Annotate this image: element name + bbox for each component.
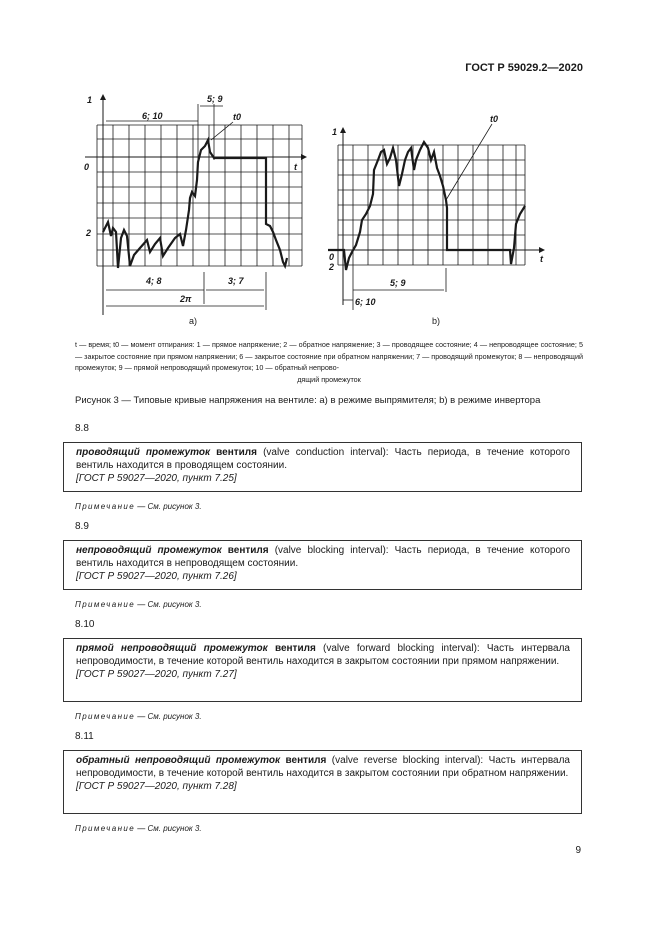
term-suffix: вентиля [267, 643, 316, 654]
note [75, 824, 202, 833]
b-axis-1-label: 1 [332, 127, 338, 137]
note [75, 712, 202, 721]
diagram-b-dimensions [343, 124, 492, 310]
legend-text-last: дящий промежуток [297, 374, 361, 384]
a-dim-3-7: 3; 7 [228, 276, 244, 286]
term-suffix: вентиля [280, 755, 327, 766]
term-definition: (valve forward blocking interval): Часть интервала непроводимости, в течение которой вентиль находится в закрытом состоянии при прямом напряжении. [76, 643, 570, 667]
term-reference: [ГОСТ Р 59027—2020, пункт 7.28] [76, 781, 237, 792]
a-axis-2-label: 2 [86, 228, 92, 238]
figure-3 [0, 0, 661, 340]
a-axis-0-label: 0 [84, 162, 90, 172]
diagram-a-waveform [103, 140, 287, 268]
note [75, 600, 202, 609]
term: обратный непроводящий промежуток [76, 755, 281, 766]
note-label: Примечание [75, 712, 136, 721]
b-axis-0-label: 0 [329, 252, 335, 262]
note-text: — См. рисунок 3. [135, 600, 202, 609]
b-dim-5-9: 5; 9 [390, 278, 406, 288]
a-dim-5-9: 5; 9 [207, 94, 223, 104]
section-number: 8.8 [75, 423, 89, 434]
figure-caption: Рисунок 3 — Типовые кривые напряжения на вентиле: a) в режиме выпрямителя; b) в режиме инвертора [75, 395, 541, 406]
term-suffix: вентиля [221, 545, 269, 556]
legend-text: t — время; t0 — момент отпирания: 1 — прямое напряжение; 2 — обратное напряжение; 3 — проводящее состояние; 4 — непроводящее состояние; 5 — закрытое состояние при прямом напряжении; 6 — закрытое состояние при обратном напряжении; 7 — проводящий промежуток; 8 — непроводящий промежуток; 9 — прямой непроводящий промежуток; 10 — обратный непрово- [75, 340, 583, 372]
a-axis-t-label: t [294, 162, 297, 172]
term-definition-box [63, 540, 582, 590]
term: прямой непроводящий промежуток [76, 643, 268, 654]
note-text: — См. рисунок 3. [135, 712, 202, 721]
page-number: 9 [575, 845, 581, 856]
b-axis-t-label: t [540, 254, 543, 264]
figure-a-label: a) [189, 316, 198, 326]
diagram-b-waveform [328, 142, 525, 270]
figure-b-label: b) [432, 316, 441, 326]
diagram-b-grid [328, 128, 544, 305]
note-text: — См. рисунок 3. [135, 824, 202, 833]
term-definition: (valve conduction interval): Часть периода, в течение которого вентиль находится в проводящем состоянии. [76, 447, 570, 471]
term-suffix: вентиля [210, 447, 257, 458]
section-number: 8.10 [75, 619, 95, 630]
term-reference: [ГОСТ Р 59027—2020, пункт 7.25] [76, 473, 237, 484]
diagram-a-grid [85, 95, 306, 315]
note [75, 502, 202, 511]
note-text: — См. рисунок 3. [135, 502, 202, 511]
a-axis-1-label: 1 [87, 95, 93, 105]
term-definition-box [63, 750, 582, 814]
term-definition: (valve reverse blocking interval): Часть интервала непроводимости, в течение которой вентиль находится в закрытом состоянии при обратном напряжении. [76, 755, 570, 779]
term-definition-box [63, 442, 582, 492]
a-dim-4-8: 4; 8 [146, 276, 162, 286]
b-dim-6-10: 6; 10 [355, 297, 376, 307]
term: проводящий промежуток [76, 447, 211, 458]
a-dim-6-10: 6; 10 [142, 111, 163, 121]
figure-legend [75, 339, 583, 385]
term-reference: [ГОСТ Р 59027—2020, пункт 7.26] [76, 571, 237, 582]
term-definition: (valve blocking interval): Часть периода, в течение которого вентиль находится в непроводящем состоянии. [76, 545, 571, 569]
note-label: Примечание [75, 600, 136, 609]
a-t0-label: t0 [233, 112, 242, 122]
term-reference: [ГОСТ Р 59027—2020, пункт 7.27] [76, 669, 237, 680]
term-definition-box [63, 638, 582, 702]
note-label: Примечание [75, 502, 136, 511]
voltage-diagrams [0, 0, 661, 340]
b-axis-2-label: 2 [329, 262, 335, 272]
section-number: 8.11 [75, 731, 94, 742]
document-header: ГОСТ Р 59029.2—2020 [465, 62, 583, 74]
note-label: Примечание [75, 824, 136, 833]
a-dim-2pi: 2π [180, 294, 192, 304]
b-t0-label: t0 [490, 114, 499, 124]
term: непроводящий промежуток [76, 545, 222, 556]
section-number: 8.9 [75, 521, 89, 532]
